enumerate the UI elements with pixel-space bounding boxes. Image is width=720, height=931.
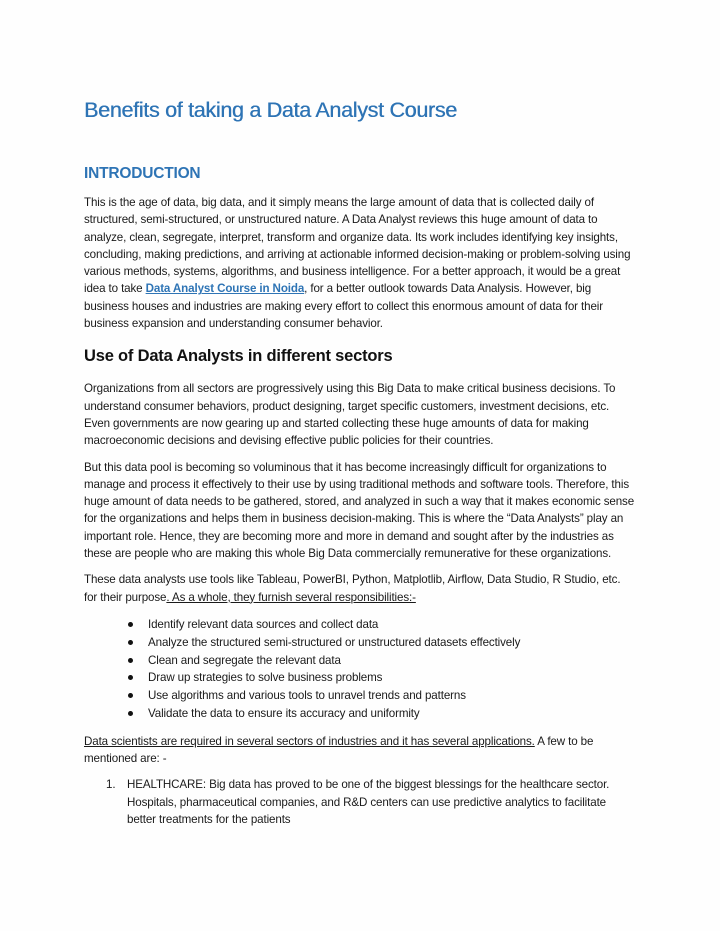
list-item: [126, 669, 636, 687]
list-item-text: Identify relevant data sources and collect data: [148, 617, 379, 631]
bullet-icon: [128, 711, 133, 716]
introduction-heading: INTRODUCTION: [84, 165, 201, 182]
list-item-text: Use algorithms and various tools to unravel trends and patterns: [148, 689, 466, 703]
tools-paragraph: [84, 571, 636, 606]
organizations-paragraph: Organizations from all sectors are progressively using this Big Data to make critical business decisions. To understand consumer behaviors, product designing, target specific customers, investment decisions, etc. Even governments are now gearing up and started collecting these huge amounts of data for making macroeconomic decisions and devising effective public policies for their countries.: [84, 382, 616, 448]
applications-paragraph: [84, 733, 636, 768]
document-title: Benefits of taking a Data Analyst Course: [84, 98, 457, 122]
bullet-icon: [128, 693, 133, 698]
numbered-item-text: HEALTHCARE: Big data has proved to be one of the biggest blessings for the healthcare sector. Hospitals, pharmaceutical companies, and R&D centers can use predictive analytics to facilitate better treatments for the patients: [127, 778, 610, 826]
responsibilities-intro: . As a whole, they furnish several responsibilities:-: [166, 590, 416, 604]
list-item: [126, 705, 636, 723]
applications-text: A few to be mentioned are: -: [84, 734, 594, 766]
applications-underlined: Data scientists are required in several sectors of industries and it has several applications.: [84, 734, 535, 748]
numbered-item: [106, 776, 636, 828]
intro-text-before-link: This is the age of data, big data, and it simply means the large amount of data that is collected daily of structured, semi-structured, or unstructured nature. A Data Analyst reviews this huge amount of data to analyze, clean, segregate, interpret, transform and organize data. Its work includes identifying key insights, concluding, making predictions, and arriving at actionable informed decision-making or problem-solving using various methods, systems, algorithms, and business intelligence. For a better approach, it would be a great idea to take: [84, 196, 631, 296]
data-pool-paragraph: But this data pool is becoming so voluminous that it has become increasingly difficult for organizations to manage and process it effectively to their use by using traditional methods and software tools. Therefore, this huge amount of data needs to be gathered, stored, and analyzed in such a way that it makes economic sense for the organizations and helps them in business decision-making. This is where the “Data Analysts” play an important role. Hence, they are becoming more and more in demand and sought after by the industries as these are people who are making this whole Big Data commercially remunerative for these organizations.: [84, 460, 635, 561]
item-number: 1.: [106, 778, 116, 792]
bullet-icon: [128, 658, 133, 663]
list-item-text: Analyze the structured semi-structured or unstructured datasets effectively: [148, 635, 521, 649]
list-item: [126, 616, 636, 634]
list-item-text: Clean and segregate the relevant data: [148, 653, 341, 667]
course-link[interactable]: Data Analyst Course in Noida: [145, 282, 305, 296]
bullet-icon: [128, 622, 133, 627]
intro-text-after-link: , for a better outlook towards Data Analysis. However, big business houses and industries are making every effort to collect this enormous amount of data for their business expansion and understanding consumer behavior.: [84, 282, 603, 331]
responsibilities-list: [84, 616, 636, 723]
list-item-text: Validate the data to ensure its accuracy and uniformity: [148, 706, 420, 720]
list-item: [126, 634, 636, 652]
sectors-heading: Use of Data Analysts in different sectors: [84, 347, 393, 366]
bullet-icon: [128, 640, 133, 645]
introduction-paragraph: [84, 194, 636, 332]
list-item: [126, 687, 636, 705]
list-item: [126, 652, 636, 670]
tools-text: These data analysts use tools like Tableau, PowerBI, Python, Matplotlib, Airflow, Data Studio, R Studio, etc. for their purpose: [84, 573, 621, 604]
list-item-text: Draw up strategies to solve business problems: [148, 671, 383, 685]
applications-list: [84, 776, 636, 828]
bullet-icon: [128, 675, 133, 680]
